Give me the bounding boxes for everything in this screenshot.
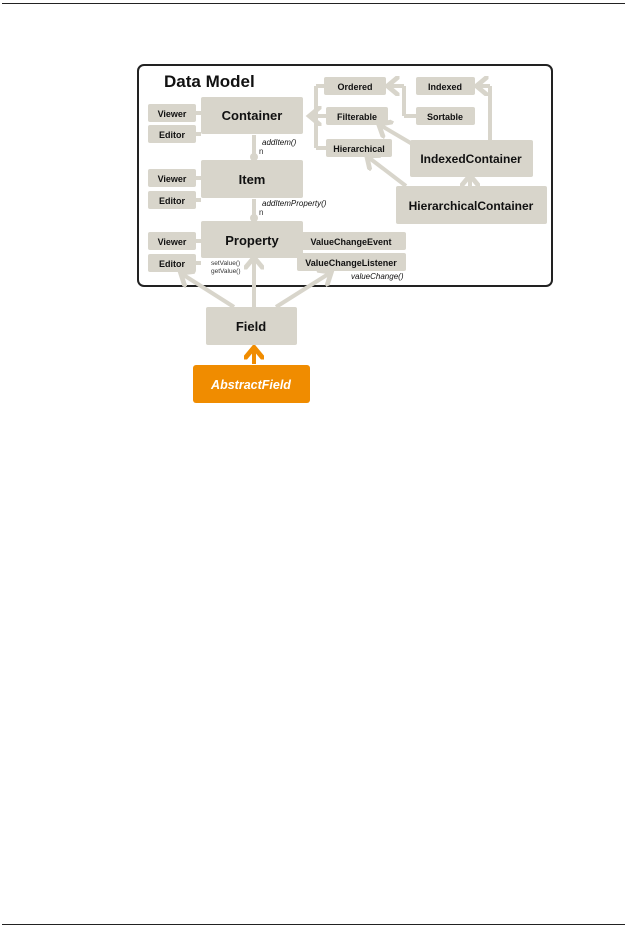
property-viewer-label: Viewer [157,237,187,247]
set-value-note: setValue() [211,260,241,267]
item-multiplicity: n [259,208,264,217]
field-label: Field [235,319,267,334]
indexed-container-label: IndexedContainer [420,152,522,166]
get-value-note: getValue() [211,268,241,275]
item-label: Item [238,172,266,187]
hierarchical-label: Hierarchical [333,144,385,154]
value-change-event-label: ValueChangeEvent [310,237,392,247]
item-editor-label: Editor [159,196,185,206]
add-item-note: addItem() [262,138,297,147]
diagram-title: Data Model [164,72,255,91]
add-item-property-note: addItemProperty() [262,199,327,208]
container-viewer-label: Viewer [157,109,187,119]
hierarchical-container-label: HierarchicalContainer [408,199,534,213]
indexed-label: Indexed [427,82,463,92]
property-label: Property [225,233,279,248]
property-editor-label: Editor [159,259,185,269]
item-viewer-label: Viewer [157,174,187,184]
container-label: Container [221,108,283,123]
abstract-field-label: AbstractField [211,378,291,392]
filterable-label: Filterable [336,112,378,122]
container-multiplicity: n [259,147,264,156]
container-editor-label: Editor [159,130,185,140]
sortable-label: Sortable [426,112,464,122]
ordered-label: Ordered [337,82,373,92]
value-change-note: valueChange() [351,272,404,281]
value-change-listener-label: ValueChangeListener [305,258,397,268]
